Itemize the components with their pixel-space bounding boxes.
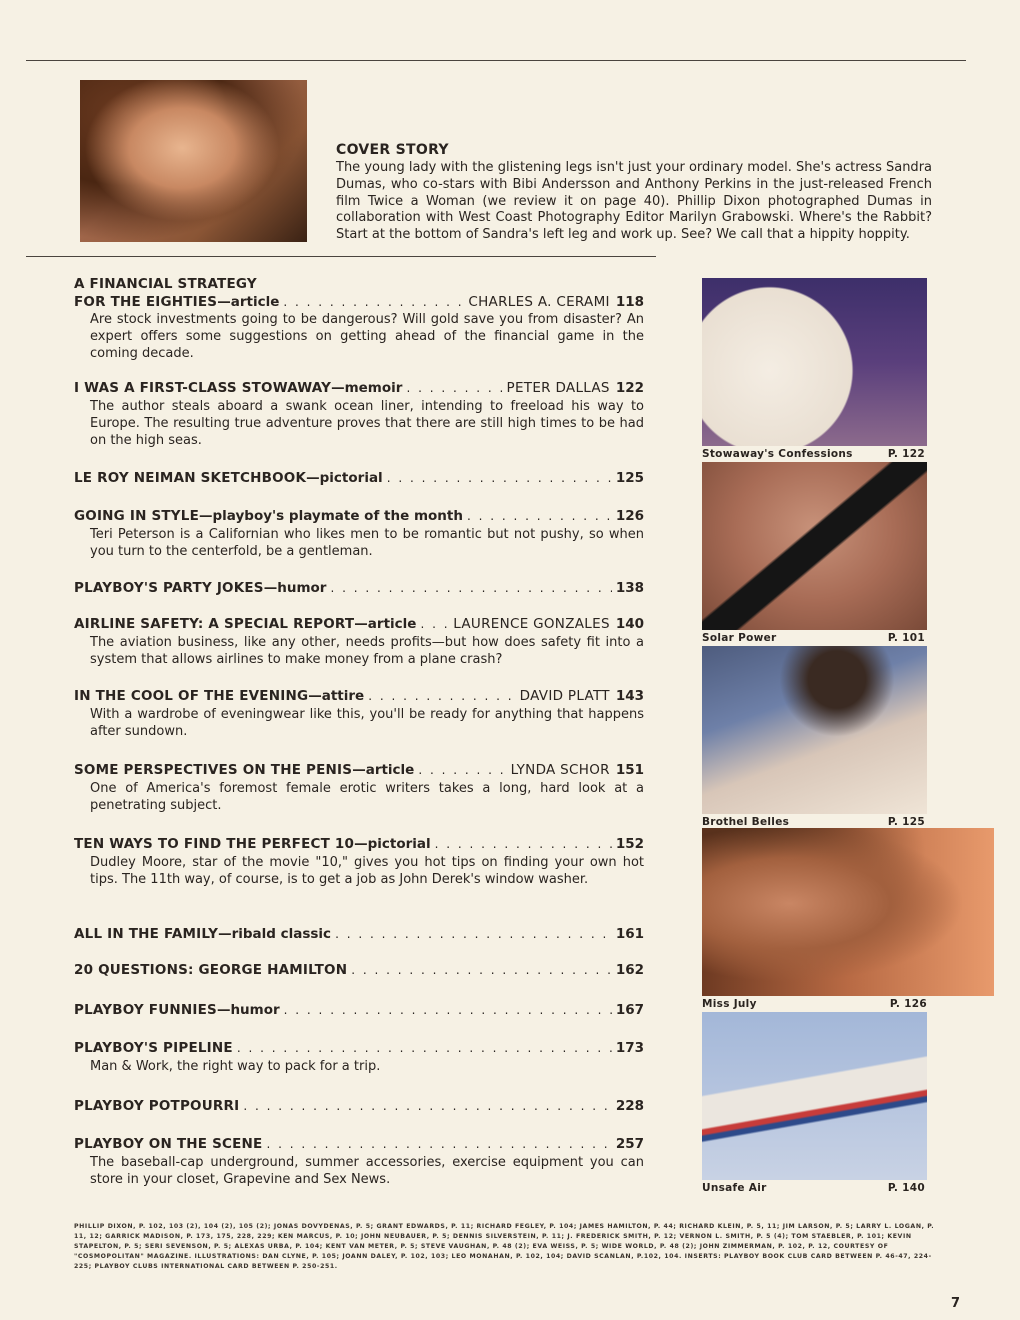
photo-solar-power[interactable] — [702, 462, 927, 644]
toc-entry-pipeline[interactable] — [74, 1040, 644, 1075]
toc-entry-neiman-sketchbook[interactable] — [74, 470, 644, 488]
toc-entry-cool-of-evening[interactable] — [74, 688, 644, 740]
toc-description: One of America's foremost female erotic writers takes a long, hard look at a penetrating subject. — [90, 780, 644, 813]
toc-author: PETER DALLAS — [506, 380, 610, 396]
toc-title: PLAYBOY FUNNIES — [74, 1002, 217, 1018]
leader-dots — [330, 580, 611, 598]
cover-photo — [80, 80, 307, 242]
photo-image — [702, 462, 927, 630]
toc-kind: —article — [352, 762, 415, 778]
toc-page-number: 162 — [615, 962, 644, 978]
top-rule — [26, 60, 966, 61]
photo-caption: Miss July — [702, 998, 757, 1010]
leader-dots — [406, 380, 502, 398]
photo-image — [702, 646, 927, 814]
toc-kind: —humor — [263, 580, 327, 596]
toc-page-number: 152 — [615, 836, 644, 852]
leader-dots — [266, 1136, 611, 1154]
toc-page-number: 173 — [615, 1040, 644, 1056]
toc-kind: —attire — [308, 688, 365, 704]
toc-description: Dudley Moore, star of the movie "10," gives you hot tips on finding your own hot tips. The 11th way, of course, is to get a job as John Derek's window washer. — [90, 854, 644, 887]
toc-entry-all-in-the-family[interactable] — [74, 926, 644, 944]
leader-dots — [335, 926, 612, 944]
toc-author: CHARLES A. CERAMI — [468, 293, 610, 310]
toc-title: IN THE COOL OF THE EVENING — [74, 688, 309, 704]
toc-kind: —ribald classic — [218, 926, 332, 942]
toc-entry-perspectives[interactable] — [74, 762, 644, 814]
toc-title: LE ROY NEIMAN SKETCHBOOK — [74, 470, 307, 486]
toc-author: LAURENCE GONZALES — [453, 616, 610, 632]
toc-entry-stowaway[interactable] — [74, 380, 644, 449]
photo-caption: Stowaway's Confessions — [702, 448, 853, 460]
photo-page: P. 122 — [887, 448, 925, 460]
toc-page-number: 125 — [615, 470, 644, 486]
toc-page-number: 161 — [615, 926, 644, 942]
toc-entry-potpourri[interactable] — [74, 1098, 644, 1116]
photo-image — [702, 828, 994, 996]
photo-unsafe-air[interactable] — [702, 1012, 927, 1194]
toc-title: SOME PERSPECTIVES ON THE PENIS — [74, 762, 353, 778]
toc-entry-going-in-style[interactable] — [74, 508, 644, 560]
toc-page-number: 140 — [615, 616, 644, 632]
leader-dots — [418, 762, 506, 780]
toc-entry-20-questions[interactable] — [74, 962, 644, 980]
toc-entry-financial-strategy[interactable] — [74, 276, 644, 362]
toc-page-number: 228 — [615, 1098, 644, 1114]
toc-description: Teri Peterson is a Californian who likes men to be romantic but not pushy, so when you turn to the centerfold, be a gentleman. — [90, 526, 644, 559]
toc-kind: —pictorial — [306, 470, 383, 486]
toc-entry-perfect-10[interactable] — [74, 836, 644, 888]
photo-image — [702, 1012, 927, 1180]
toc-title-line1: A FINANCIAL STRATEGY — [74, 276, 257, 292]
photo-brothel-belles[interactable] — [702, 646, 927, 828]
toc-page-number: 122 — [615, 380, 644, 396]
section-rule — [26, 256, 656, 257]
toc-description: With a wardrobe of eveningwear like this, you'll be ready for anything that happens after sundown. — [90, 706, 644, 739]
toc-page-number: 257 — [615, 1136, 644, 1152]
toc-title: PLAYBOY ON THE SCENE — [74, 1136, 263, 1152]
toc-entry-party-jokes[interactable] — [74, 580, 644, 598]
toc-entry-airline-safety[interactable] — [74, 616, 644, 668]
toc-entry-playboy-funnies[interactable] — [74, 1002, 644, 1020]
toc-title: 20 QUESTIONS: GEORGE HAMILTON — [74, 962, 348, 978]
toc-page-number: 126 — [615, 508, 644, 524]
toc-kind: —playboy's playmate of the month — [199, 508, 463, 524]
cover-story-text: The young lady with the glistening legs isn't just your ordinary model. She's actress Sandra Dumas, who co-stars with Bibi Andersson and Anthony Perkins in the just-released French film Twice a Woman (we review it on page 40). Phillip Dixon photographed Dumas in collaboration with West Coast Photography Editor Marilyn Grabowski. Where's the Rabbit? Start at the bottom of Sandra's left leg and work up. See? We call that a hippity hoppity. — [336, 160, 932, 243]
toc-entry-on-the-scene[interactable] — [74, 1136, 644, 1188]
toc-description: Man & Work, the right way to pack for a trip. — [90, 1058, 381, 1074]
leader-dots — [387, 470, 612, 488]
photo-stowaways-confessions[interactable] — [702, 278, 927, 460]
leader-dots — [243, 1098, 611, 1116]
leader-dots — [237, 1040, 612, 1058]
toc-page-number: 143 — [615, 688, 644, 704]
cover-story — [336, 142, 932, 244]
toc-description: The baseball-cap underground, summer accessories, exercise equipment you can store in your closet, Grapevine and Sex News. — [90, 1154, 644, 1187]
toc-kind: —humor — [216, 1002, 280, 1018]
toc-page-number: 118 — [615, 293, 644, 310]
photo-caption: Brothel Belles — [702, 816, 790, 828]
toc-page-number: 167 — [615, 1002, 644, 1018]
toc-page-number: 151 — [615, 762, 644, 778]
photo-page: P. 140 — [887, 1182, 925, 1194]
toc-title: ALL IN THE FAMILY — [74, 926, 219, 942]
toc-kind: —memoir — [331, 380, 403, 396]
leader-dots — [368, 688, 515, 706]
toc-title: PLAYBOY POTPOURRI — [74, 1098, 240, 1114]
cover-story-heading: COVER STORY — [336, 142, 449, 158]
toc-title: PLAYBOY'S PARTY JOKES — [74, 580, 264, 596]
photo-credits: PHILLIP DIXON, P. 102, 103 (2), 104 (2), 105 (2); JONAS DOVYDENAS, P. 5; GRANT EDWARDS, P. 11; RICHARD FEGLEY, P. 104; JAMES HAMILTON, P. 44; RICHARD KLEIN, P. 5, 11; JIM LARSON, P. 5; LARRY L. LOGAN, P. 11, 12; GARRICK MADISON, P. 173, 175, 228, 229; KEN MARCUS, P. 10; JOHN NEUBAUER, P. 5; DENNIS SILVERSTEIN, P. 11; J. FREDERICK SMITH, P. 12; VERNON L. SMITH, P. 5 (4); TOM STAEBLER, P. 101; KEVIN STAPELTON, P. 5; SERI SEVENSON, P. 5; ALEXAS URBA, P. 104; KENT VAN METER, P. 5; STEVE VAUGHAN, P. 48 (2); EVA WEISS, P. 5; WIDE WORLD, P. 48 (2); JOHN ZIMMERMAN, P. 102, P. 12, COURTESY OF "COSMOPOLITAN" MAGAZINE. ILLUSTRATIONS: DAN CLYNE, P. 105; JOANN DALEY, P. 102, 103; LEO MONAHAN, P. 102, 104; DAVID SCANLAN, P.102, 104. INSERTS: PLAYBOY BOOK CLUB CARD BETWEEN P. 46-47, 224-225; PLAYBOY CLUBS INTERNATIONAL CARD BETWEEN P. 250-251. — [74, 1223, 935, 1270]
toc-description: The aviation business, like any other, needs profits—but how does safety fit into a system that allows airlines to make money from a plane crash? — [90, 634, 644, 667]
leader-dots — [467, 508, 612, 526]
toc-title: TEN WAYS TO FIND THE PERFECT 10 — [74, 836, 355, 852]
toc-kind: —article — [217, 293, 280, 310]
leader-dots — [284, 1002, 612, 1020]
photo-caption: Unsafe Air — [702, 1182, 767, 1194]
leader-dots — [351, 962, 612, 980]
leader-dots — [420, 616, 449, 634]
photo-page: P. 125 — [887, 816, 925, 828]
toc-kind: —pictorial — [354, 836, 431, 852]
leader-dots — [283, 294, 464, 312]
toc-title: I WAS A FIRST-CLASS STOWAWAY — [74, 380, 332, 396]
toc-description: Are stock investments going to be dangerous? Will gold save you from disaster? An expert offers some suggestions on getting ahead of the financial game in the coming decade. — [90, 312, 644, 361]
photo-image — [702, 278, 927, 446]
toc-author: DAVID PLATT — [519, 688, 610, 704]
toc-kind: —article — [354, 616, 417, 632]
photo-page: P. 101 — [887, 632, 925, 644]
photo-caption: Solar Power — [702, 632, 777, 644]
toc-title: FOR THE EIGHTIES — [74, 293, 218, 310]
toc-title: GOING IN STYLE — [74, 508, 200, 524]
leader-dots — [435, 836, 612, 854]
toc-title: PLAYBOY'S PIPELINE — [74, 1040, 233, 1056]
photo-miss-july[interactable] — [702, 828, 994, 1010]
toc-title: AIRLINE SAFETY: A SPECIAL REPORT — [74, 616, 355, 632]
toc-description: The author steals aboard a swank ocean liner, intending to freeload his way to Europe. The resulting true adventure proves that there are still high times to be had on the high seas. — [90, 398, 644, 448]
page-number: 7 — [951, 1296, 961, 1311]
toc-page-number: 138 — [615, 580, 644, 596]
photo-page: P. 126 — [889, 998, 927, 1010]
toc-author: LYNDA SCHOR — [510, 762, 610, 778]
